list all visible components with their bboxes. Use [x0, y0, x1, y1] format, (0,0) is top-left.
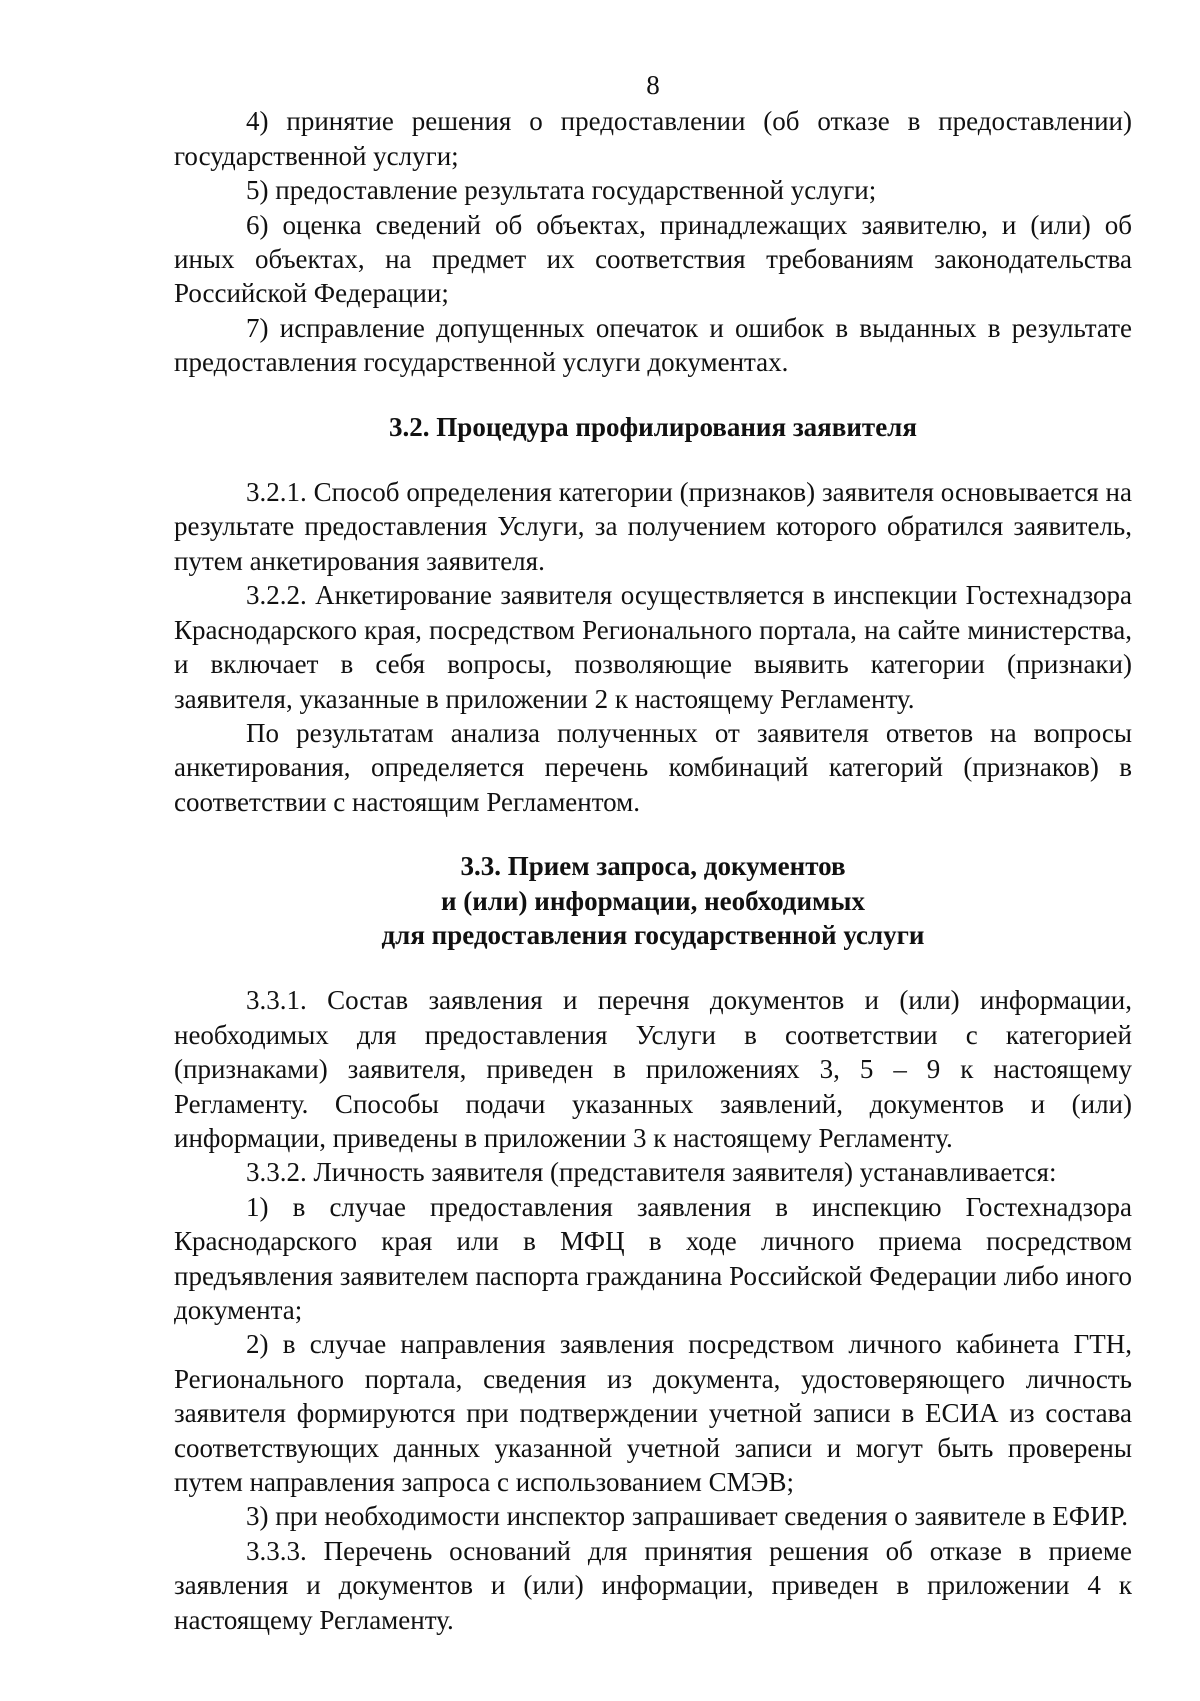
list-item: 7) исправление допущенных опечаток и ошибок в выданных в результате предоставления государственной услуги документах. — [174, 312, 1132, 378]
paragraph-3-3-2-item-2: 2) в случае направления заявления посредством личного кабинета ГТН, Регионального портала, сведения из документа, удостоверяющего личность заявителя формируются при подтверждении учетной записи в ЕСИА из состава соответствующих данных указанной учетной записи и могут быть проверены путем направления запроса с использованием СМЭВ; — [174, 1329, 1132, 1498]
page-number: 8 — [646, 70, 660, 100]
section-heading-3-3-line: для предоставления государственной услуги — [381, 919, 925, 950]
list-item: 5) предоставление результата государственной услуги; — [246, 175, 877, 206]
paragraph-3-2-2: 3.2.2. Анкетирование заявителя осуществляется в инспекции Гостехнадзора Краснодарского края, посредством Регионального портала, на сайте министерства, и включает в себя вопросы, позволяющие выявить категории (признаки) заявителя, указанные в приложении 2 к настоящему Регламенту. — [174, 580, 1132, 714]
section-heading-3-3-line: 3.3. Прием запроса, документов — [460, 851, 846, 882]
section-heading-3-3 — [174, 849, 1132, 952]
paragraph-3-3-2-item-1: 1) в случае предоставления заявления в инспекцию Гостехнадзора Краснодарского края или в МФЦ в ходе личного приема посредством предъявления заявителем паспорта гражданина Российской Федерации либо иного документа; — [174, 1191, 1132, 1325]
section-heading-3-3-line: и (или) информации, необходимых — [441, 885, 865, 916]
paragraph-3-2-results: По результатам анализа полученных от заявителя ответов на вопросы анкетирования, определяется перечень комбинаций категорий (признаков) в соответствии с настоящим Регламентом. — [174, 717, 1132, 817]
paragraph-3-3-1: 3.3.1. Состав заявления и перечня документов и (или) информации, необходимых для предоставления Услуги в соответствии с категорией (признаками) заявителя, приведен в приложениях 3, 5 – 9 к настоящему Регламенту. Способы подачи указанных заявлений, документов и (или) информации, приведены в приложении 3 к настоящему Регламенту. — [174, 985, 1132, 1153]
paragraph-3-2-1: 3.2.1. Способ определения категории (признаков) заявителя основывается на результате предоставления Услуги, за получением которого обратился заявитель, путем анкетирования заявителя. — [174, 477, 1132, 576]
paragraph-3-3-3: 3.3.3. Перечень оснований для принятия решения об отказе в приеме заявления и документов и (или) информации, приведен в приложении 4 к настоящему Регламенту. — [174, 1535, 1132, 1635]
paragraph-3-3-2-item-3: 3) при необходимости инспектор запрашивает сведения о заявителе в ЕФИР. — [246, 1501, 1129, 1532]
paragraph-3-3-2: 3.3.2. Личность заявителя (представителя заявителя) устанавливается: — [246, 1157, 1057, 1188]
list-item: 4) принятие решения о предоставлении (об отказе в предоставлении) государственной услуги; — [174, 106, 1132, 171]
section-heading-3-2: 3.2. Процедура профилирования заявителя — [389, 411, 917, 442]
list-item: 6) оценка сведений об объектах, принадлежащих заявителю, и (или) об иных объектах, на предмет их соответствия требованиям законодательства Российской Федерации; — [174, 209, 1132, 309]
